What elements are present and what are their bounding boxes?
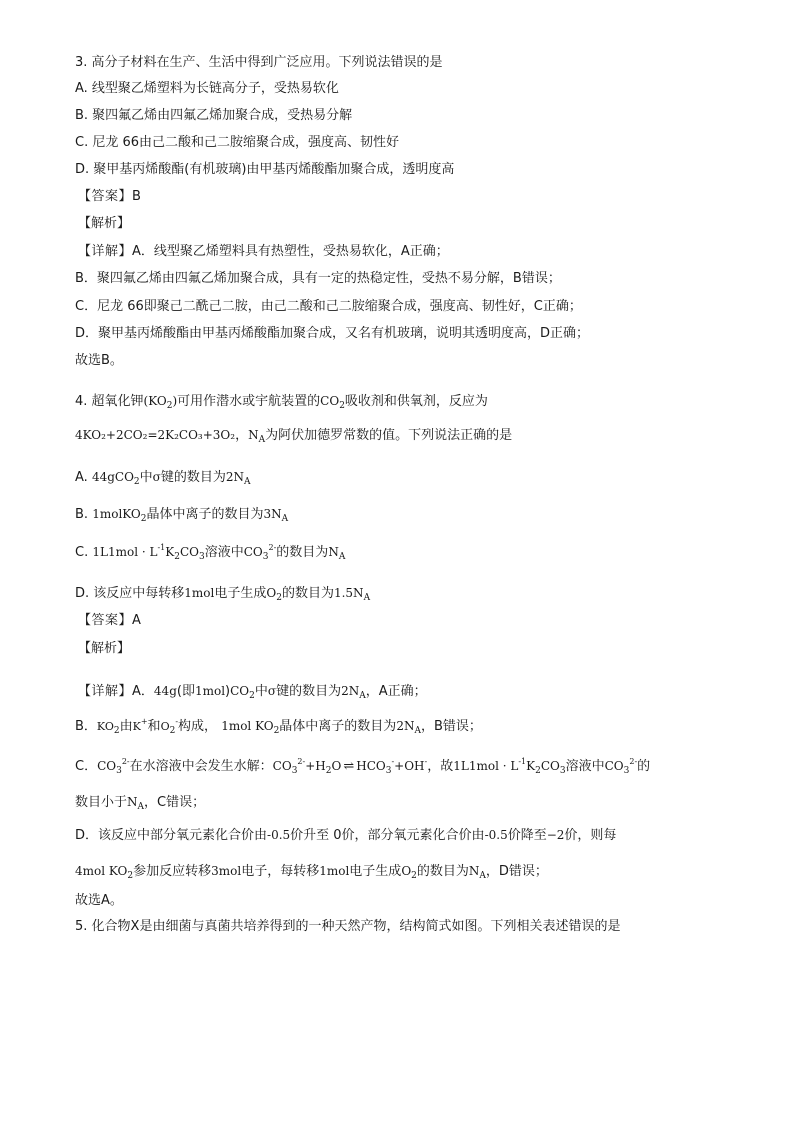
q5-stem: 5. 化合物X是由细菌与真菌共培养得到的一种天然产物，结构简式如图。下列相关表述错误的是 <box>75 919 621 934</box>
q4-stem-b: 可用作潜水或宇航装置的 <box>177 394 321 409</box>
q4-detail-a: 【详解】A．44g(即$1mol)CO_2$中σ键的数目为$2N_A$，A正确； <box>78 684 427 701</box>
q3-detail-b: B．聚四氟乙烯由四氟乙烯加聚合成，具有一定的热稳定性，受热不易分解，B错误； <box>75 271 561 286</box>
q4-analysis-tag: 【解析】 <box>78 641 131 656</box>
q4-conclusion: 故选A。 <box>75 893 123 908</box>
q3-option-b: B. 聚四氟乙烯由四氟乙烯加聚合成，受热易分解 <box>75 108 353 123</box>
q4-stem-c: 吸收剂和供氧剂，反应为 <box>344 394 488 409</box>
q4-answer-line <box>78 612 141 630</box>
ko2-formula: $(KO_2)$ <box>143 394 178 411</box>
na-symbol: $N_A$ <box>248 428 266 445</box>
q4-detail-c: C．$CO_3^{2-}$在水溶液中会发生水解：$CO_3^{2-}+H_2O$ ⇌ $HCO_3^-+OH^-$，故$1L1mol \cdot L^{-1}K_2CO_3$溶液中$CO_3^{2-}$的 <box>75 757 651 776</box>
q3-answer: B <box>132 189 141 204</box>
q3-answer-line <box>78 188 141 206</box>
q4-option-b: B. 1molKO$_2$晶体中离子的数目为$3N_A$ <box>75 507 289 524</box>
q4-detail-c-cont: 数目小于$N_A$，C错误； <box>75 795 206 812</box>
q3-option-c: C. 尼龙 66由己二酸和己二胺缩聚合成，强度高、韧性好 <box>75 135 400 150</box>
q3-option-a: A. 线型聚乙烯塑料为长链高分子，受热易软化 <box>75 81 339 96</box>
detail-tag: 【详解】 <box>78 244 133 259</box>
q4-option-c: C. $1L1mol \cdot L^{-1}K_2CO_3$溶液中$CO_3^{2-}$的数目为$N_A$ <box>75 543 346 562</box>
q4-answer: A <box>132 613 141 628</box>
q3-detail-a <box>78 243 449 261</box>
q4-detail-d-cont: 4mol $KO_2$参加反应转移3mol电子，每转移1mol电子生成$O_2$的数目为$N_A$，D错误； <box>75 864 548 881</box>
q3-analysis-tag: 【解析】 <box>78 216 131 231</box>
q4-detail-b: B．$KO_2$由K+和$O_2^-$构成， 1mol $KO_2$晶体中离子的数目为$2N_A$，B错误； <box>75 717 482 736</box>
q4-option-a: A. 44gCO$_2$中σ键的数目为$2N_A$ <box>75 470 251 487</box>
q4-stem-line2: 4KO₂+2CO₂=2K₂CO₃+3O₂，$N_A$为阿伏加德罗常数的值。下列说法正确的是 <box>75 428 513 445</box>
q4-stem-a: 4. 超氧化钾 <box>75 394 144 409</box>
q3-stem: 3. 高分子材料在生产、生活中得到广泛应用。下列说法错误的是 <box>75 55 443 70</box>
answer-tag: 【答案】 <box>78 189 133 204</box>
q3-detail-d: D．聚甲基丙烯酸酯由甲基丙烯酸酯加聚合成，又名有机玻璃，说明其透明度高，D正确； <box>75 326 590 341</box>
q3-option-d: D. 聚甲基丙烯酸酯(有机玻璃)由甲基丙烯酸酯加聚合成，透明度高 <box>75 162 455 177</box>
q3-conclusion: 故选B。 <box>75 353 123 368</box>
q4-detail-d: D．该反应中部分氧元素化合价由-0.5价升至 0价，部分氧元素化合价由-0.5价降至−2价，则每 <box>75 828 617 843</box>
equilibrium-arrow-icon: ⇌ <box>343 759 355 774</box>
answer-tag: 【答案】 <box>78 613 133 628</box>
q4-option-d: D. 该反应中每转移1mol电子生成$O_2$的数目为$1.5N_A$ <box>75 586 371 603</box>
reaction-equation: 4KO₂+2CO₂=2K₂CO₃+3O₂ <box>75 428 236 442</box>
q4-stem-line1 <box>75 392 488 411</box>
q3-detail-c: C．尼龙 66即聚己二酰己二胺，由己二酸和己二胺缩聚合成，强度高、韧性好，C正确； <box>75 299 582 314</box>
co2-formula: $CO_2$ <box>320 394 345 411</box>
q3-detail-a-text: A．线型聚乙烯塑料具有热塑性，受热易软化，A正确； <box>132 244 449 259</box>
q4-stem-e: 为阿伏加德罗常数的值。下列说法正确的是 <box>265 428 513 443</box>
hydrolysis-equation: $CO_3^{2-}+H_2O$ ⇌ $HCO_3^-+OH^-$ <box>272 757 428 776</box>
